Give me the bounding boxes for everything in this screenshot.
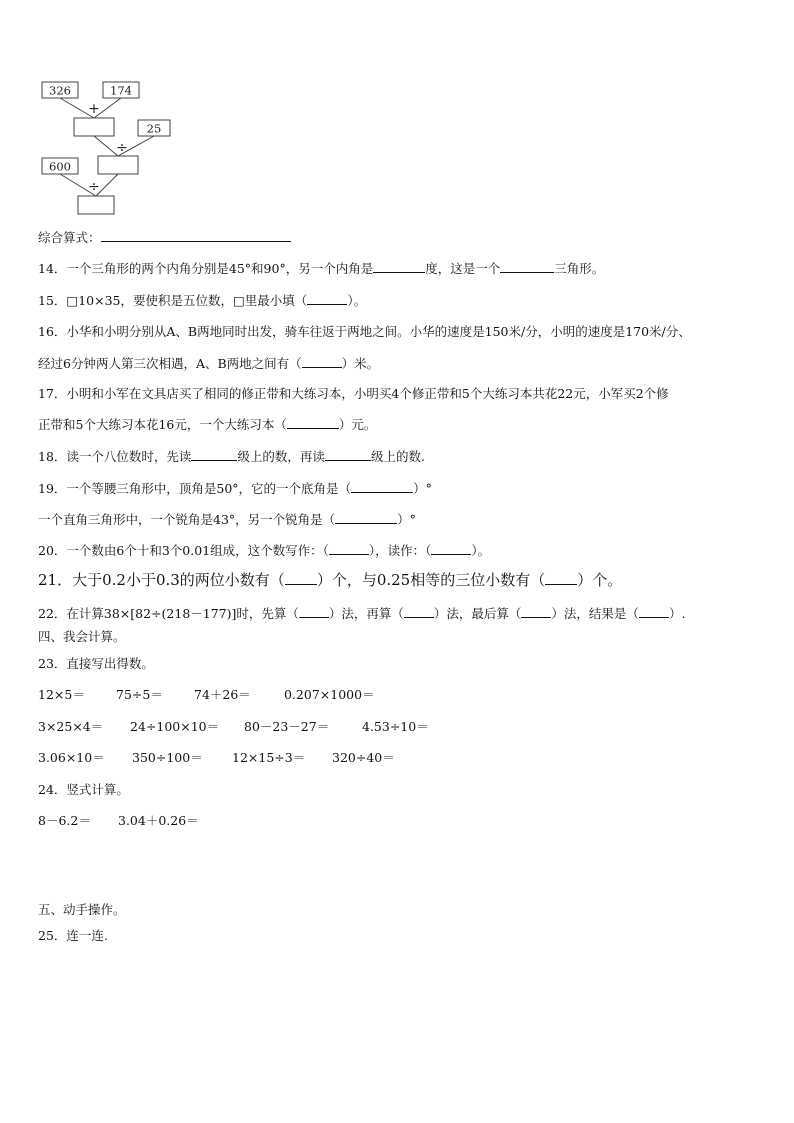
question-14-text-3: 三角形。: [554, 261, 605, 276]
answer-blank[interactable]: [521, 605, 551, 618]
question-22: [38, 605, 685, 622]
box-sum: [74, 118, 114, 136]
question-14: [38, 260, 604, 277]
question-18-text-3: 级上的数.: [370, 449, 425, 464]
calc-item: 350÷100＝: [132, 750, 203, 765]
calc-item: 0.207×1000＝: [284, 687, 375, 702]
answer-blank[interactable]: [545, 572, 577, 585]
question-17-text-3: ）元。: [338, 417, 377, 432]
combined-expression-line: [38, 229, 291, 246]
answer-blank[interactable]: [404, 605, 434, 618]
question-23-text: 23．直接写出得数。: [38, 656, 154, 671]
question-19-text-2: ）°: [413, 481, 432, 496]
answer-blank[interactable]: [431, 542, 471, 555]
answer-blank[interactable]: [299, 605, 329, 618]
question-22-text-4: ）法，结果是（: [551, 606, 639, 621]
answer-blank[interactable]: [373, 260, 425, 273]
question-17-line-1: [38, 386, 669, 402]
question-15-text-2: ）。: [347, 293, 367, 308]
answer-blank[interactable]: [285, 572, 317, 585]
answer-blank[interactable]: [302, 355, 342, 368]
question-15-text: 15．□10×35，要使积是五位数，□里最小填（: [38, 293, 308, 308]
section-5-heading: [38, 902, 126, 918]
question-24: [38, 782, 129, 798]
question-14-text-2: 度，这是一个: [425, 261, 501, 276]
question-16-text-3: ）米。: [341, 356, 380, 371]
question-19-text: 19．一个等腰三角形中，顶角是50°，它的一个底角是（: [38, 481, 352, 496]
question-16-line-2: [38, 355, 379, 372]
question-25: [38, 928, 108, 944]
question-20-text: 20．一个数由6个十和3个0.01组成，这个数写作：（: [38, 543, 329, 558]
calc-item: 3.04＋0.26＝: [118, 813, 199, 828]
question-20-text-3: ）。: [471, 543, 491, 558]
answer-blank[interactable]: [329, 542, 369, 555]
calc-item: 12×5＝: [38, 687, 85, 702]
combined-expression-label: 综合算式：: [38, 230, 101, 245]
calc-item: 3×25×4＝: [38, 719, 104, 734]
section-4-title: 四、我会计算。: [38, 629, 126, 644]
divide-operator-2: ÷: [88, 179, 100, 195]
question-17-text: 17．小明和小军在文具店买了相同的修正带和大练习本，小明买4个修正带和5个大练习本共花22元，小军买2个修: [38, 386, 669, 401]
box-326-label: 326: [49, 83, 71, 98]
box-25-label: 25: [146, 121, 162, 136]
question-16-line-1: [38, 324, 691, 340]
answer-blank[interactable]: [101, 229, 291, 242]
question-23: [38, 656, 154, 672]
answer-blank[interactable]: [500, 260, 554, 273]
question-19-line-2: [38, 511, 416, 528]
calc-item: 4.53÷10＝: [362, 719, 429, 734]
answer-blank[interactable]: [287, 416, 339, 429]
answer-blank[interactable]: [335, 511, 397, 524]
calc-item: 24÷100×10＝: [130, 719, 220, 734]
question-21-text: 21．大于0.2小于0.3的两位小数有（: [38, 571, 285, 589]
question-22-text-5: ）.: [668, 606, 686, 621]
question-18-text: 18．读一个八位数时，先读: [38, 449, 192, 464]
question-22-text-3: ）法，最后算（: [433, 606, 522, 621]
box-quotient: [98, 156, 138, 174]
question-24-text: 24．竖式计算。: [38, 782, 129, 797]
question-22-text-2: ）法，再算（: [328, 606, 404, 621]
question-22-text: 22．在计算38×[82÷(218－177)]时，先算（: [38, 606, 299, 621]
question-21-text-2: ）个，与0.25相等的三位小数有（: [316, 571, 546, 589]
question-21: [38, 572, 622, 588]
question-16-text-2: 经过6分钟两人第三次相遇，A、B两地之间有（: [38, 356, 302, 371]
answer-blank[interactable]: [351, 480, 413, 493]
question-18-text-2: 级上的数，再读: [237, 449, 325, 464]
question-16-text: 16．小华和小明分别从A、B两地同时出发，骑车往返于两地之间。小华的速度是150米/分，小明的速度是170米/分、: [38, 324, 691, 339]
question-14-text: 14．一个三角形的两个内角分别是45°和90°，另一个内角是: [38, 261, 374, 276]
answer-blank[interactable]: [325, 448, 371, 461]
section-4-heading: [38, 629, 126, 645]
calc-item: 8－6.2＝: [38, 813, 91, 828]
flow-diagram: [30, 76, 190, 221]
calc-item: 3.06×10＝: [38, 750, 105, 765]
answer-blank[interactable]: [307, 292, 347, 305]
question-15: [38, 292, 366, 309]
answer-blank[interactable]: [639, 605, 669, 618]
calc-item: 80－23－27＝: [244, 719, 330, 734]
question-17-line-2: [38, 416, 376, 433]
question-21-text-3: ）个。: [577, 571, 623, 589]
calc-item: 12×15÷3＝: [232, 750, 306, 765]
question-25-text: 25．连一连.: [38, 928, 108, 943]
box-600-label: 600: [49, 159, 71, 174]
box-result: [78, 196, 114, 214]
question-19-text-3: 一个直角三角形中，一个锐角是43°，另一个锐角是（: [38, 512, 336, 527]
section-5-title: 五、动手操作。: [38, 902, 126, 917]
question-20: [38, 542, 490, 559]
calc-item: 75÷5＝: [116, 687, 163, 702]
box-174-label: 174: [110, 83, 132, 98]
question-20-text-2: ），读作：（: [368, 543, 432, 558]
answer-blank[interactable]: [191, 448, 237, 461]
plus-operator: +: [88, 101, 100, 117]
question-17-text-2: 正带和5个大练习本花16元，一个大练习本（: [38, 417, 287, 432]
calc-item: 74＋26＝: [194, 687, 251, 702]
calc-item: 320÷40＝: [332, 750, 395, 765]
question-19-line-1: [38, 480, 432, 497]
question-18: [38, 448, 425, 465]
question-19-text-4: ）°: [397, 512, 416, 527]
divide-operator-1: ÷: [116, 140, 128, 156]
